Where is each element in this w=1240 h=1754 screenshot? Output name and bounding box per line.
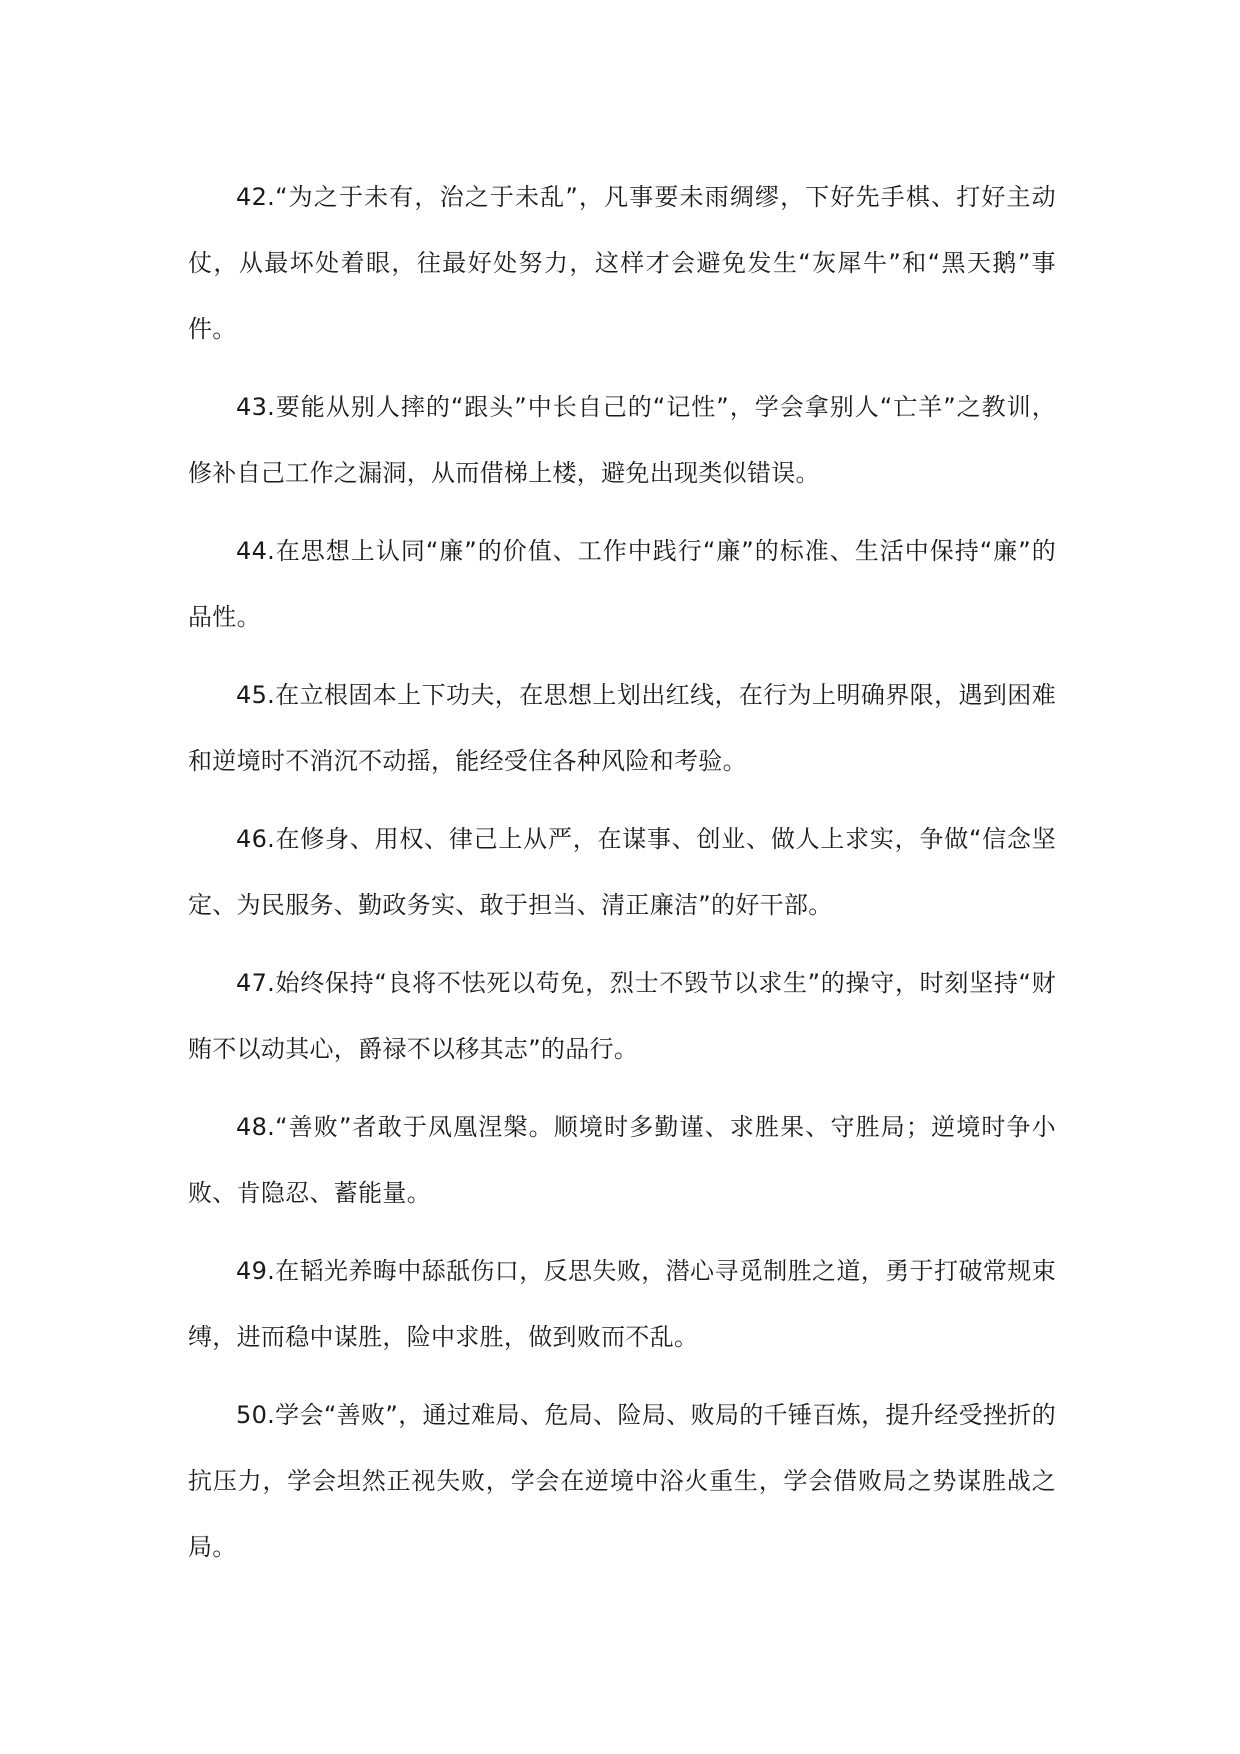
paragraph-48: 48.“善败”者敢于凤凰涅槃。顺境时多勤谨、求胜果、守胜局；逆境时争小败、肯隐忍、蓄能量。 <box>188 1113 1056 1207</box>
paragraph-49: 49.在韬光养晦中舔舐伤口，反思失败，潜心寻觅制胜之道，勇于打破常规束缚，进而稳中谋胜，险中求胜，做到败而不乱。 <box>188 1257 1056 1351</box>
paragraph-46: 46.在修身、用权、律己上从严，在谋事、创业、做人上求实，争做“信念坚定、为民服务、勤政务实、敢于担当、清正廉洁”的好干部。 <box>188 825 1056 919</box>
paragraph-42: 42.“为之于未有，治之于未乱”，凡事要未雨绸缪，下好先手棋、打好主动仗，从最坏处着眼，往最好处努力，这样才会避免发生“灰犀牛”和“黑天鹅”事件。 <box>188 183 1056 343</box>
paragraph-45: 45.在立根固本上下功夫，在思想上划出红线，在行为上明确界限，遇到困难和逆境时不消沉不动摇，能经受住各种风险和考验。 <box>188 681 1056 775</box>
document-body <box>188 164 1056 1592</box>
paragraph-50: 50.学会“善败”，通过难局、危局、险局、败局的千锤百炼，提升经受挫折的抗压力，学会坦然正视失败，学会在逆境中浴火重生，学会借败局之势谋胜战之局。 <box>188 1401 1056 1561</box>
paragraph-43: 43.要能从别人摔的“跟头”中长自己的“记性”，学会拿别人“亡羊”之教训，修补自己工作之漏洞，从而借梯上楼，避免出现类似错误。 <box>188 393 1056 487</box>
paragraph-47: 47.始终保持“良将不怯死以苟免，烈士不毁节以求生”的操守，时刻坚持“财贿不以动其心，爵禄不以移其志”的品行。 <box>188 969 1056 1063</box>
paragraph-44: 44.在思想上认同“廉”的价值、工作中践行“廉”的标准、生活中保持“廉”的品性。 <box>188 537 1056 631</box>
